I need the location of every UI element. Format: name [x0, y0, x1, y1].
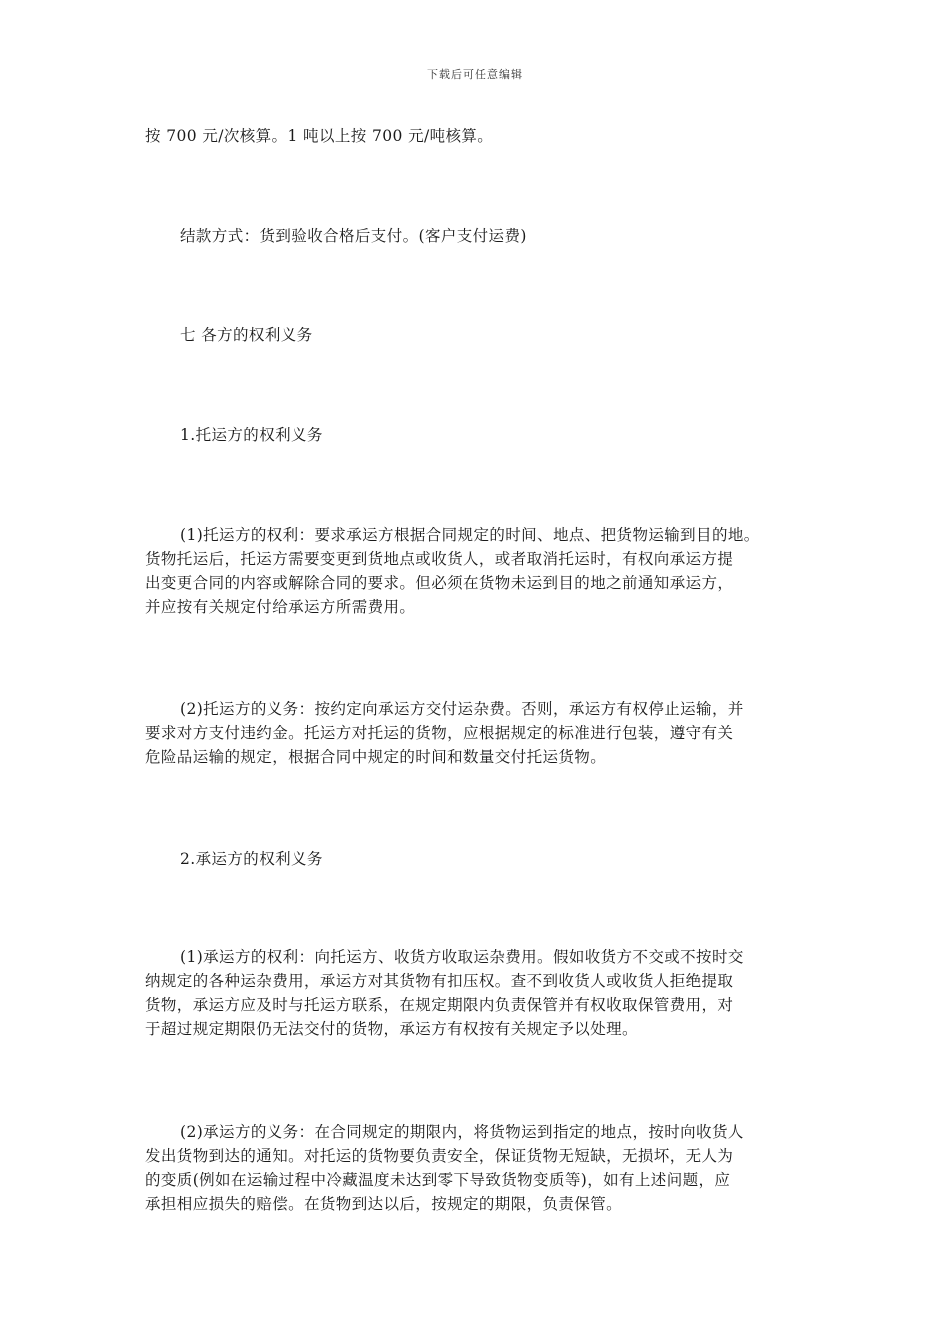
text-line: 出变更合同的内容或解除合同的要求。但必须在货物未运到目的地之前通知承运方， [145, 574, 734, 592]
text-line: 1.托运方的权利义务 [180, 426, 323, 444]
text-line: 货物，承运方应及时与托运方联系，在规定期限内负责保管并有权收取保管费用，对 [145, 996, 734, 1014]
section-heading-rights-obligations [145, 323, 815, 347]
text-line: 要求对方支付违约金。托运方对托运的货物，应根据规定的标准进行包装，遵守有关 [145, 724, 734, 742]
text-line: 纳规定的各种运杂费用，承运方对其货物有扣压权。查不到收货人或收货人拒绝提取 [145, 972, 734, 990]
text-line: 于超过规定期限仍无法交付的货物，承运方有权按有关规定予以处理。 [145, 1020, 638, 1038]
text-line: 发出货物到达的通知。对托运的货物要负责安全，保证货物无短缺，无损坏，无人为 [145, 1147, 734, 1165]
text-line: (2)托运方的义务：按约定向承运方交付运杂费。否则，承运方有权停止运输，并 [180, 700, 744, 718]
page-header-note: 下载后可任意编辑 [427, 68, 523, 81]
paragraph-shipper-obligations [145, 697, 815, 769]
text-line: 结款方式：货到验收合格后支付。(客户支付运费) [180, 227, 527, 245]
subheading-carrier [145, 847, 815, 871]
paragraph-shipper-rights [145, 523, 815, 619]
subheading-shipper [145, 423, 815, 447]
text-line: 货物托运后，托运方需要变更到货地点或收货人，或者取消托运时，有权向承运方提 [145, 550, 734, 568]
text-line: 承担相应损失的赔偿。在货物到达以后，按规定的期限，负责保管。 [145, 1195, 623, 1213]
text-line: (1)托运方的权利：要求承运方根据合同规定的时间、地点、把货物运输到目的地。 [180, 526, 760, 544]
text-line: (2)承运方的义务：在合同规定的期限内，将货物运到指定的地点，按时向收货人 [180, 1123, 744, 1141]
text-line: 七 各方的权利义务 [180, 326, 313, 344]
paragraph-carrier-rights [145, 945, 815, 1041]
text-line: 按 700 元/次核算。1 吨以上按 700 元/吨核算。 [145, 127, 494, 145]
paragraph-billing-rate [145, 124, 815, 148]
text-line: 危险品运输的规定，根据合同中规定的时间和数量交付托运货物。 [145, 748, 607, 766]
text-line: 的变质(例如在运输过程中冷藏温度未达到零下导致货物变质等)，如有上述问题，应 [145, 1171, 731, 1189]
text-line: 并应按有关规定付给承运方所需费用。 [145, 598, 416, 616]
text-line: 2.承运方的权利义务 [180, 850, 323, 868]
paragraph-carrier-obligations [145, 1120, 815, 1216]
paragraph-payment-method [145, 224, 815, 248]
text-line: (1)承运方的权利：向托运方、收货方收取运杂费用。假如收货方不交或不按时交 [180, 948, 744, 966]
